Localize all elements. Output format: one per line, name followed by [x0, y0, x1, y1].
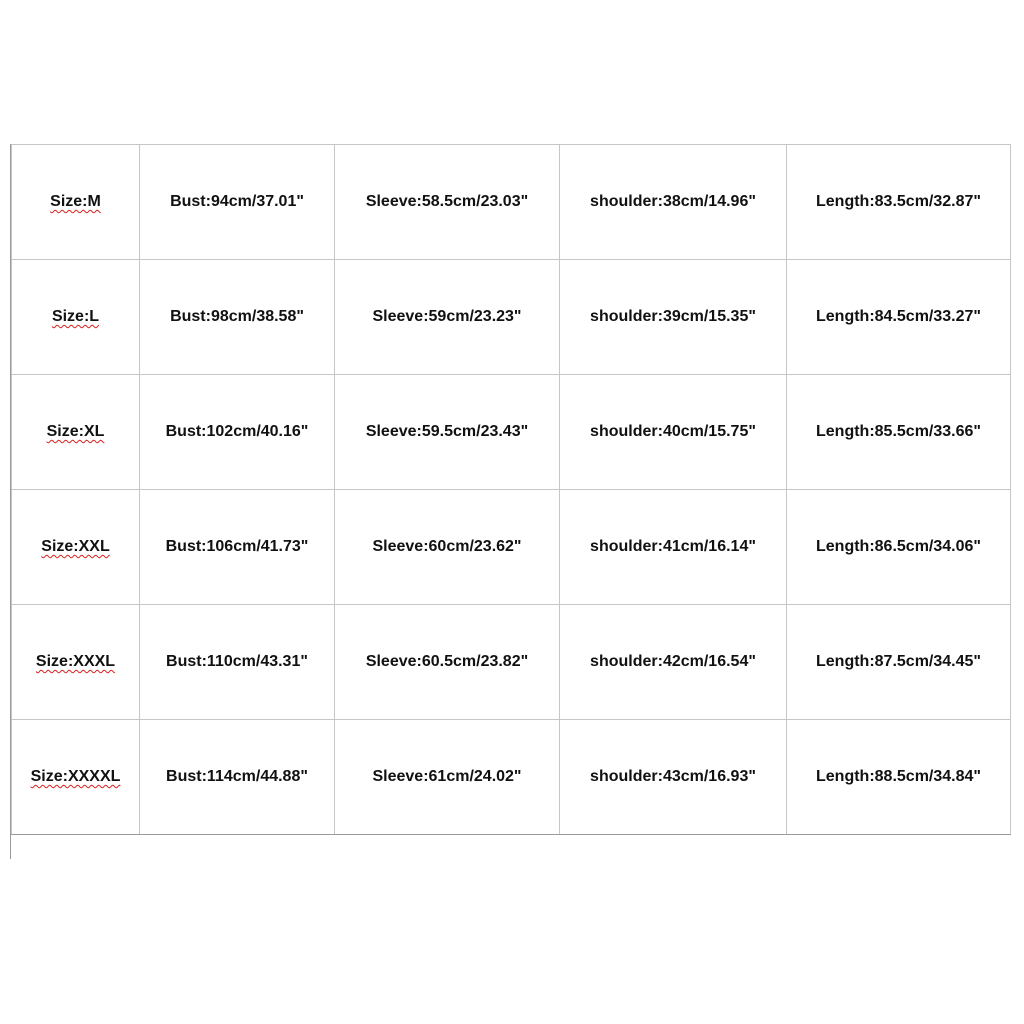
- table-row: [12, 260, 1011, 375]
- table-row: [12, 720, 1011, 835]
- bust-cell: Bust:102cm/40.16": [140, 375, 335, 490]
- table-row: [12, 490, 1011, 605]
- sleeve-cell: Sleeve:61cm/24.02": [335, 720, 560, 835]
- size-label: Size:XXL: [41, 538, 110, 555]
- length-cell: Length:83.5cm/32.87": [787, 145, 1011, 260]
- sleeve-cell: Sleeve:60.5cm/23.82": [335, 605, 560, 720]
- size-cell: [12, 145, 140, 260]
- length-cell: Length:85.5cm/33.66": [787, 375, 1011, 490]
- shoulder-cell: shoulder:39cm/15.35": [560, 260, 787, 375]
- table-row: [12, 145, 1011, 260]
- shoulder-cell: shoulder:40cm/15.75": [560, 375, 787, 490]
- sleeve-cell: Sleeve:58.5cm/23.03": [335, 145, 560, 260]
- size-label: Size:XL: [46, 423, 105, 440]
- size-cell: [12, 260, 140, 375]
- table-row: [12, 375, 1011, 490]
- bust-cell: Bust:98cm/38.58": [140, 260, 335, 375]
- length-cell: Length:84.5cm/33.27": [787, 260, 1011, 375]
- shoulder-cell: shoulder:42cm/16.54": [560, 605, 787, 720]
- length-cell: Length:87.5cm/34.45": [787, 605, 1011, 720]
- shoulder-cell: shoulder:41cm/16.14": [560, 490, 787, 605]
- size-label: Size:L: [51, 308, 100, 325]
- size-cell: [12, 490, 140, 605]
- sleeve-cell: Sleeve:59cm/23.23": [335, 260, 560, 375]
- shoulder-cell: shoulder:43cm/16.93": [560, 720, 787, 835]
- bust-cell: Bust:114cm/44.88": [140, 720, 335, 835]
- sleeve-cell: Sleeve:59.5cm/23.43": [335, 375, 560, 490]
- size-chart-table: [11, 144, 1011, 835]
- size-cell: [12, 605, 140, 720]
- size-label: Size:M: [50, 193, 101, 210]
- table-row: [12, 605, 1011, 720]
- length-cell: Length:86.5cm/34.06": [787, 490, 1011, 605]
- size-label: Size:XXXXL: [30, 768, 121, 785]
- size-cell: [12, 720, 140, 835]
- shoulder-cell: shoulder:38cm/14.96": [560, 145, 787, 260]
- bust-cell: Bust:110cm/43.31": [140, 605, 335, 720]
- bust-cell: Bust:94cm/37.01": [140, 145, 335, 260]
- length-cell: Length:88.5cm/34.84": [787, 720, 1011, 835]
- size-cell: [12, 375, 140, 490]
- sleeve-cell: Sleeve:60cm/23.62": [335, 490, 560, 605]
- bust-cell: Bust:106cm/41.73": [140, 490, 335, 605]
- size-label: Size:XXXL: [35, 653, 116, 670]
